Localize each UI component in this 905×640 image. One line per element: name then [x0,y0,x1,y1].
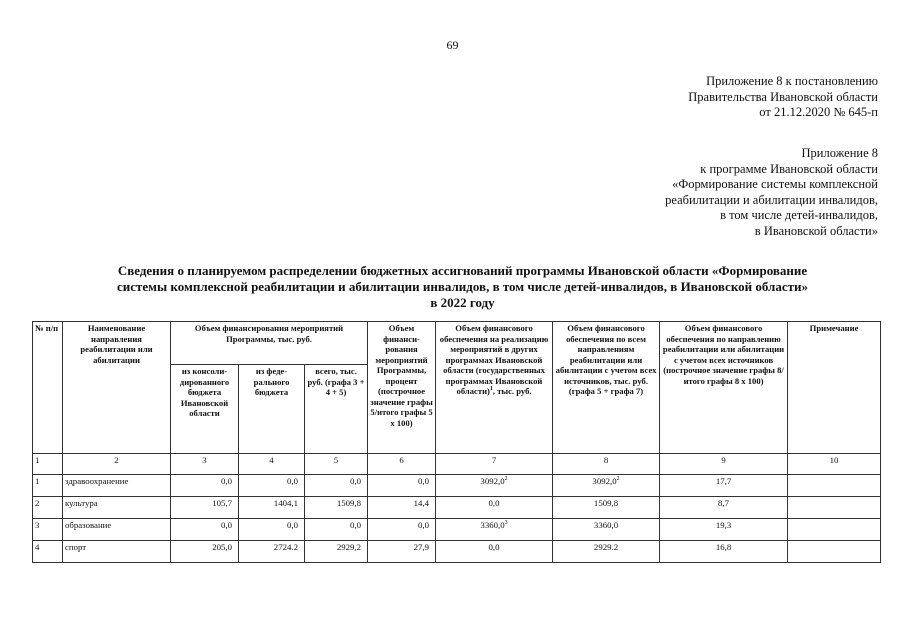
column-numbers-row [33,454,881,475]
header-other-programs [436,322,553,454]
cell-volume-pct: 0,0 [368,519,436,541]
cell-federal: 2724.2 [239,541,305,563]
cell-volume-pct: 27,9 [368,541,436,563]
row-number: 2 [33,497,63,519]
budget-table [32,321,881,563]
header-other-programs-unit: , тыс. руб. [492,386,532,396]
title-line: Сведения о планируемом распределении бюджетных ассигнований программы Ивановской области «Формирование [117,263,808,278]
table-row [33,541,881,563]
header-row-top [33,322,881,365]
column-number: 10 [788,454,881,475]
row-direction: здравоохранение [63,475,171,497]
cell-federal: 1404,1 [239,497,305,519]
table-row [33,519,881,541]
cell-note [788,475,881,497]
cell-all-sources-pct: 8,7 [660,497,788,519]
title-line: в 2022 году [430,295,495,310]
row-number: 4 [33,541,63,563]
cell-value: 1509,8 [593,498,619,508]
cell-all-sources-pct: 19,3 [660,519,788,541]
appendix-decree-block [688,74,878,121]
cell-consolidated: 0,0 [171,475,239,497]
column-number: 1 [33,454,63,475]
row-number: 3 [33,519,63,541]
title-line: системы комплексной реабилитации и абилитации инвалидов, в том числе детей-инвалидов, в Ивановской области» [116,279,808,294]
appendix-program-line: в Ивановской области» [754,223,878,238]
header-volume-group: Объем финансирования мероприятий Программы, тыс. руб. [171,322,368,365]
header-all-sources: Объем финансового обеспечения по всем направлениям реабилитации или абилитации с учетом всех источников, тыс. руб. (графа 5 + графа 7) [553,322,660,454]
column-number: 6 [368,454,436,475]
cell-other-programs [436,541,553,563]
appendix-program-block [665,146,878,239]
cell-value: 0,0 [488,498,500,508]
cell-all-sources [553,519,660,541]
column-number: 8 [553,454,660,475]
appendix-program-line: Приложение 8 [801,146,878,160]
cell-consolidated: 105,7 [171,497,239,519]
cell-note [788,519,881,541]
column-number: 7 [436,454,553,475]
column-number: 4 [239,454,305,475]
row-direction: культура [63,497,171,519]
cell-note [788,541,881,563]
footnote-mark: 1 [489,386,493,393]
cell-all-sources-pct: 17,7 [660,475,788,497]
cell-consolidated: 205,0 [171,541,239,563]
footnote-mark: 2 [616,476,620,483]
cell-total: 0,0 [305,519,368,541]
cell-other-programs [436,475,553,497]
appendix-decree-line: Приложение 8 к постановлению [706,74,878,88]
cell-value: 3092,0 [480,476,505,486]
header-consolidated: из консоли-дированного бюджета Ивановской области [171,365,239,454]
cell-all-sources-pct: 16,8 [660,541,788,563]
appendix-program-line: «Формирование системы комплексной [672,177,878,191]
table-row [33,475,881,497]
cell-note [788,497,881,519]
header-other-programs-text: Объем финансового обеспечения на реализацию мероприятий в других программах Ивановской области (государственных программах Ивановской области) [439,323,549,396]
cell-volume-pct: 14,4 [368,497,436,519]
cell-federal: 0,0 [239,475,305,497]
appendix-program-line: к программе Ивановской области [700,161,878,176]
cell-all-sources [553,475,660,497]
cell-total: 2929,2 [305,541,368,563]
appendix-decree-line: от 21.12.2020 № 645-п [759,105,878,119]
column-number: 2 [63,454,171,475]
header-all-sources-pct: Объем финансового обеспечения по направлению реабилитации или абилитации с учетом всех источников (построчное значение графы 8/итого графы 8 х 100) [660,322,788,454]
column-number: 5 [305,454,368,475]
appendix-program-line: в том числе детей-инвалидов, [720,208,878,222]
page-number: 69 [446,38,459,52]
header-no: № п/п [33,322,63,454]
cell-federal: 0,0 [239,519,305,541]
cell-value: 2929.2 [593,542,619,552]
footnote-mark: 3 [504,520,508,527]
cell-all-sources [553,497,660,519]
row-number: 1 [33,475,63,497]
cell-value: 3092,0 [592,476,617,486]
header-federal: из феде-рального бюджета [239,365,305,454]
header-total: всего, тыс. руб. (графа 3 + 4 + 5) [305,365,368,454]
cell-value: 3360,0 [480,520,505,530]
column-number: 3 [171,454,239,475]
appendix-decree-line: Правительства Ивановской области [688,89,878,104]
header-note: Примечание [788,322,881,454]
row-direction: образование [63,519,171,541]
cell-value: 3360,0 [593,520,619,530]
cell-all-sources [553,541,660,563]
column-number: 9 [660,454,788,475]
cell-consolidated: 0,0 [171,519,239,541]
row-direction: спорт [63,541,171,563]
header-direction: Наименование направления реабилитации или абилитации [63,322,171,454]
cell-volume-pct: 0,0 [368,475,436,497]
cell-other-programs [436,519,553,541]
header-volume-pct: Объем финанси-рования мероприятий Программы, процент (построчное значение графы 5/итого графы 5 х 100) [368,322,436,454]
appendix-program-line: реабилитации и абилитации инвалидов, [665,192,878,207]
cell-total: 1509,8 [305,497,368,519]
document-title [40,263,885,311]
table-row [33,497,881,519]
cell-value: 0,0 [488,542,500,552]
cell-other-programs [436,497,553,519]
footnote-mark: 2 [504,476,508,483]
cell-total: 0,0 [305,475,368,497]
